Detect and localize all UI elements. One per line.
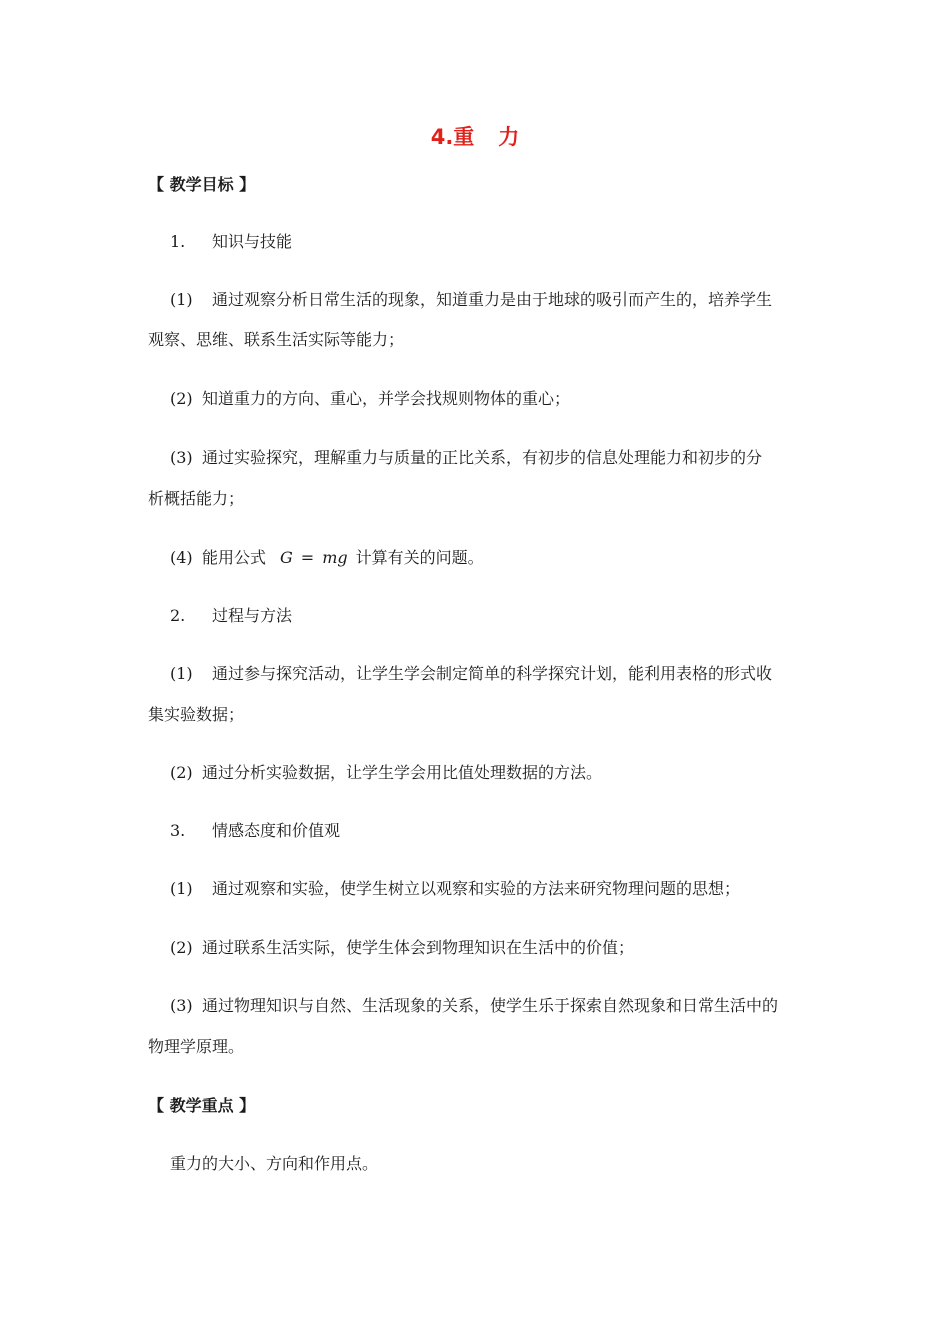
goal-2-label: 过程与方法: [212, 606, 293, 625]
goal-1-item-2-line-1: 知道重力的方向、重心，并学会找规则物体的重心；: [202, 389, 571, 408]
goal-3-item-3-line-2: 物理学原理。: [148, 1037, 245, 1056]
goal-2-item-1-line-1: 通过参与探究活动，让学生学会制定简单的科学探究计划，能利用表格的形式收: [212, 664, 773, 683]
title-number: 4.: [430, 125, 454, 149]
goal-1-item-4-number: (4): [170, 548, 193, 567]
goal-3-item-1-number: (1): [170, 879, 193, 898]
goal-1-item-1-line-1: 通过观察分析日常生活的现象，知道重力是由于地球的吸引而产生的，培养学生: [212, 290, 773, 309]
goal-3-item-2-number: (2): [170, 938, 193, 957]
goal-1-item-4-line: [202, 548, 484, 568]
goal-3-item-3-line-1: 通过物理知识与自然、生活现象的关系，使学生乐于探索自然现象和日常生活中的: [202, 996, 779, 1015]
goal-1-item-3-line-2: 析概括能力；: [148, 489, 245, 508]
formula-suffix: 计算有关的问题。: [355, 548, 484, 567]
goal-2-number: 2.: [170, 606, 186, 625]
page-title: [0, 124, 950, 150]
goal-1-item-3-line-1: 通过实验探究，理解重力与质量的正比关系，有初步的信息处理能力和初步的分: [202, 448, 763, 467]
key-points-text: 重力的大小、方向和作用点。: [170, 1154, 379, 1173]
formula-prefix: 能用公式: [202, 548, 267, 567]
goal-1-item-2-number: (2): [170, 389, 193, 408]
goal-1-item-3-number: (3): [170, 448, 193, 467]
goal-3-item-3-number: (3): [170, 996, 193, 1015]
goal-3-number: 3.: [170, 821, 186, 840]
formula-mg: mg: [322, 548, 348, 567]
formula-g: G: [280, 548, 293, 567]
section-heading-goals: 【 教学目标 】: [148, 175, 256, 194]
goal-2-item-2-line-1: 通过分析实验数据，让学生学会用比值处理数据的方法。: [202, 763, 603, 782]
goal-3-item-2-line-1: 通过联系生活实际，使学生体会到物理知识在生活中的价值；: [202, 938, 635, 957]
goal-1-item-1-line-2: 观察、思维、联系生活实际等能力；: [148, 330, 405, 349]
goal-1-label: 知识与技能: [212, 232, 293, 251]
goal-1-item-1-number: (1): [170, 290, 193, 309]
goal-3-item-1-line-1: 通过观察和实验，使学生树立以观察和实验的方法来研究物理问题的思想；: [212, 879, 741, 898]
goal-2-item-2-number: (2): [170, 763, 193, 782]
goal-3-label: 情感态度和价值观: [212, 821, 341, 840]
section-heading-key-points: 【 教学重点 】: [148, 1096, 256, 1115]
goal-2-item-1-line-2: 集实验数据；: [148, 705, 245, 724]
goal-2-item-1-number: (1): [170, 664, 193, 683]
title-word-1: 重: [453, 125, 475, 149]
formula-equals: =: [300, 548, 315, 567]
title-word-2: 力: [498, 125, 520, 149]
goal-1-number: 1.: [170, 232, 186, 251]
